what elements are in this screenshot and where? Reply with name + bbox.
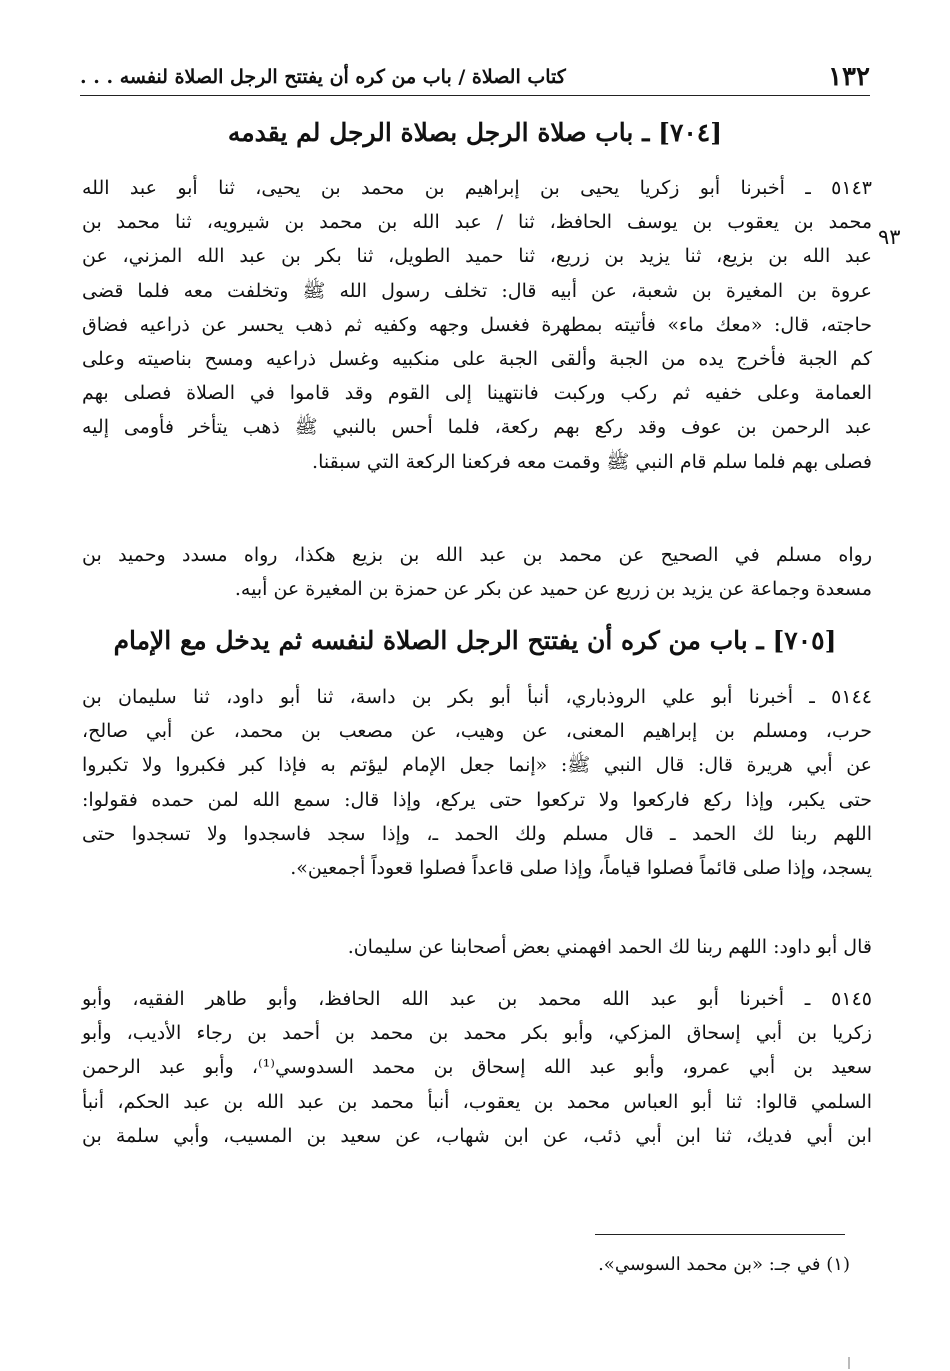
text-line: قال أبو داود: اللهم ربنا لك الحمد افهمني بعض أصحابنا عن سليمان. [347, 936, 872, 958]
text-line: حتى يكبر، وإذا ركع فاركعوا ولا تركعوا حتى يركع، وإذا قال: سمع الله لمن حمده فقولوا: [82, 788, 872, 811]
text-line: سعيد بن أبي عمرو، وأبو عبد الله إسحاق بن محمد السدوسي⁽¹⁾، وأبو عبد الرحمن [82, 1056, 872, 1079]
text-line: حرب، ومسلم بن إبراهيم المعنى، عن وهيب، عن مصعب بن محمد، عن أبي صالح، [82, 720, 872, 743]
text-line: كم الجبة فأخرج يده من الجبة وألقى الجبة على منكبيه وغسل ذراعيه ومسح بناصيته وعلى [82, 348, 872, 371]
footnote-rule [595, 1234, 845, 1235]
hadith-5145 [82, 982, 872, 1153]
running-header [80, 60, 870, 96]
hadith-5144 [82, 680, 872, 885]
text-line: العمامة وعلى خفيه ثم ركب وركبت فانتهينا إلى القوم وقد قاموا في الصلاة فصلى بهم [82, 382, 872, 405]
text-line: مسعدة وجماعة عن يزيد بن زريع عن حميد عن بكر عن حمزة بن المغيرة عن أبيه. [234, 578, 872, 601]
page-number: ١٣٢ [828, 62, 870, 92]
text-line: عبد الرحمن بن عوف وقد ركع بهم ركعة، فلما أحس بالنبي ﷺ ذهب يتأخر فأومى إليه [82, 416, 872, 439]
chapter-heading-705: [٧٠٥] ـ باب من كره أن يفتتح الرجل الصلاة لنفسه ثم يدخل مع الإمام [113, 626, 837, 655]
running-title: كتاب الصلاة / باب من كره أن يفتتح الرجل الصلاة لنفسه . . . [80, 66, 566, 88]
narration-note-5144 [82, 930, 872, 964]
narration-note-5143 [82, 538, 872, 606]
text-line: رواه مسلم في الصحيح عن محمد بن عبد الله بن بزيع هكذا، رواه مسدد وحميد بن [82, 544, 872, 566]
text-line: عروة بن المغيرة بن شعبة، عن أبيه قال: تخلف رسول الله ﷺ وتخلفت معه فلما قضى [82, 279, 872, 302]
header-rule [80, 95, 870, 96]
margin-page-reference: ٩٣ [878, 225, 901, 249]
text-line: حاجته، قال: «معك ماء» فأتيته بمطهرة فغسل وجهه وكفيه ثم ذهب يحسر عن ذراعيه فضاق [82, 313, 872, 336]
text-line: فصلى بهم فلما سلم قام النبي ﷺ وقمت معه فركعنا الركعة التي سبقنا. [312, 450, 872, 473]
text-line: السلمي قالوا: ثنا أبو العباس محمد بن يعقوب، أنبأ محمد بن عبد الله بن عبد الحكم، أنبأ [82, 1090, 872, 1113]
text-line: يسجد، وإذا صلى قائماً فصلوا قياماً، وإذا صلى قاعداً فصلوا قعوداً أجمعين». [290, 857, 872, 880]
text-line: ٥١٤٣ ـ أخبرنا أبو زكريا يحيى بن إبراهيم بن محمد بن يحيى، ثنا أبو عبد الله [82, 177, 872, 199]
text-line: عن أبي هريرة قال: قال النبي ﷺ: «إنما جعل الإمام ليؤتم به فإذا كبر فكبروا ولا تكبروا [82, 754, 872, 777]
scan-edge-mark [848, 1357, 850, 1369]
text-line: اللهم ربنا لك الحمد ـ قال مسلم ولك الحمد ـ، وإذا سجد فاسجدوا ولا تسجدوا حتى [82, 822, 872, 845]
text-line: زكريا بن أبي إسحاق المزكي، وأبو بكر محمد بن محمد بن أحمد بن رجاء الأديب، وأبو [82, 1022, 872, 1045]
text-line: ابن أبي فديك، ثنا ابن أبي ذئب، عن ابن شهاب، عن سعيد بن المسيب، وأبي سلمة بن [82, 1124, 872, 1147]
text-line: ٥١٤٥ ـ أخبرنا أبو عبد الله محمد بن عبد الله الحافظ، وأبو طاهر الفقيه، وأبو [82, 988, 872, 1010]
chapter-heading-704: [٧٠٤] ـ باب صلاة الرجل بصلاة الرجل لم يقدمه [227, 118, 723, 147]
text-line: عبد الله بن بزيع، ثنا يزيد بن زريع، ثنا حميد الطويل، ثنا بكر بن عبد الله المزني، عن [82, 245, 872, 268]
text-line: محمد بن يعقوب بن يوسف الحافظ، ثنا / عبد الله بن محمد بن شيرويه، ثنا محمد بن [82, 211, 872, 234]
footnote: (١) في جـ: «بن محمد السوسي». [598, 1254, 850, 1275]
hadith-5143 [82, 171, 872, 479]
text-line: ٥١٤٤ ـ أخبرنا أبو علي الروذباري، أنبأ أبو بكر بن داسة، ثنا أبو داود، ثنا سليمان بن [82, 686, 872, 708]
